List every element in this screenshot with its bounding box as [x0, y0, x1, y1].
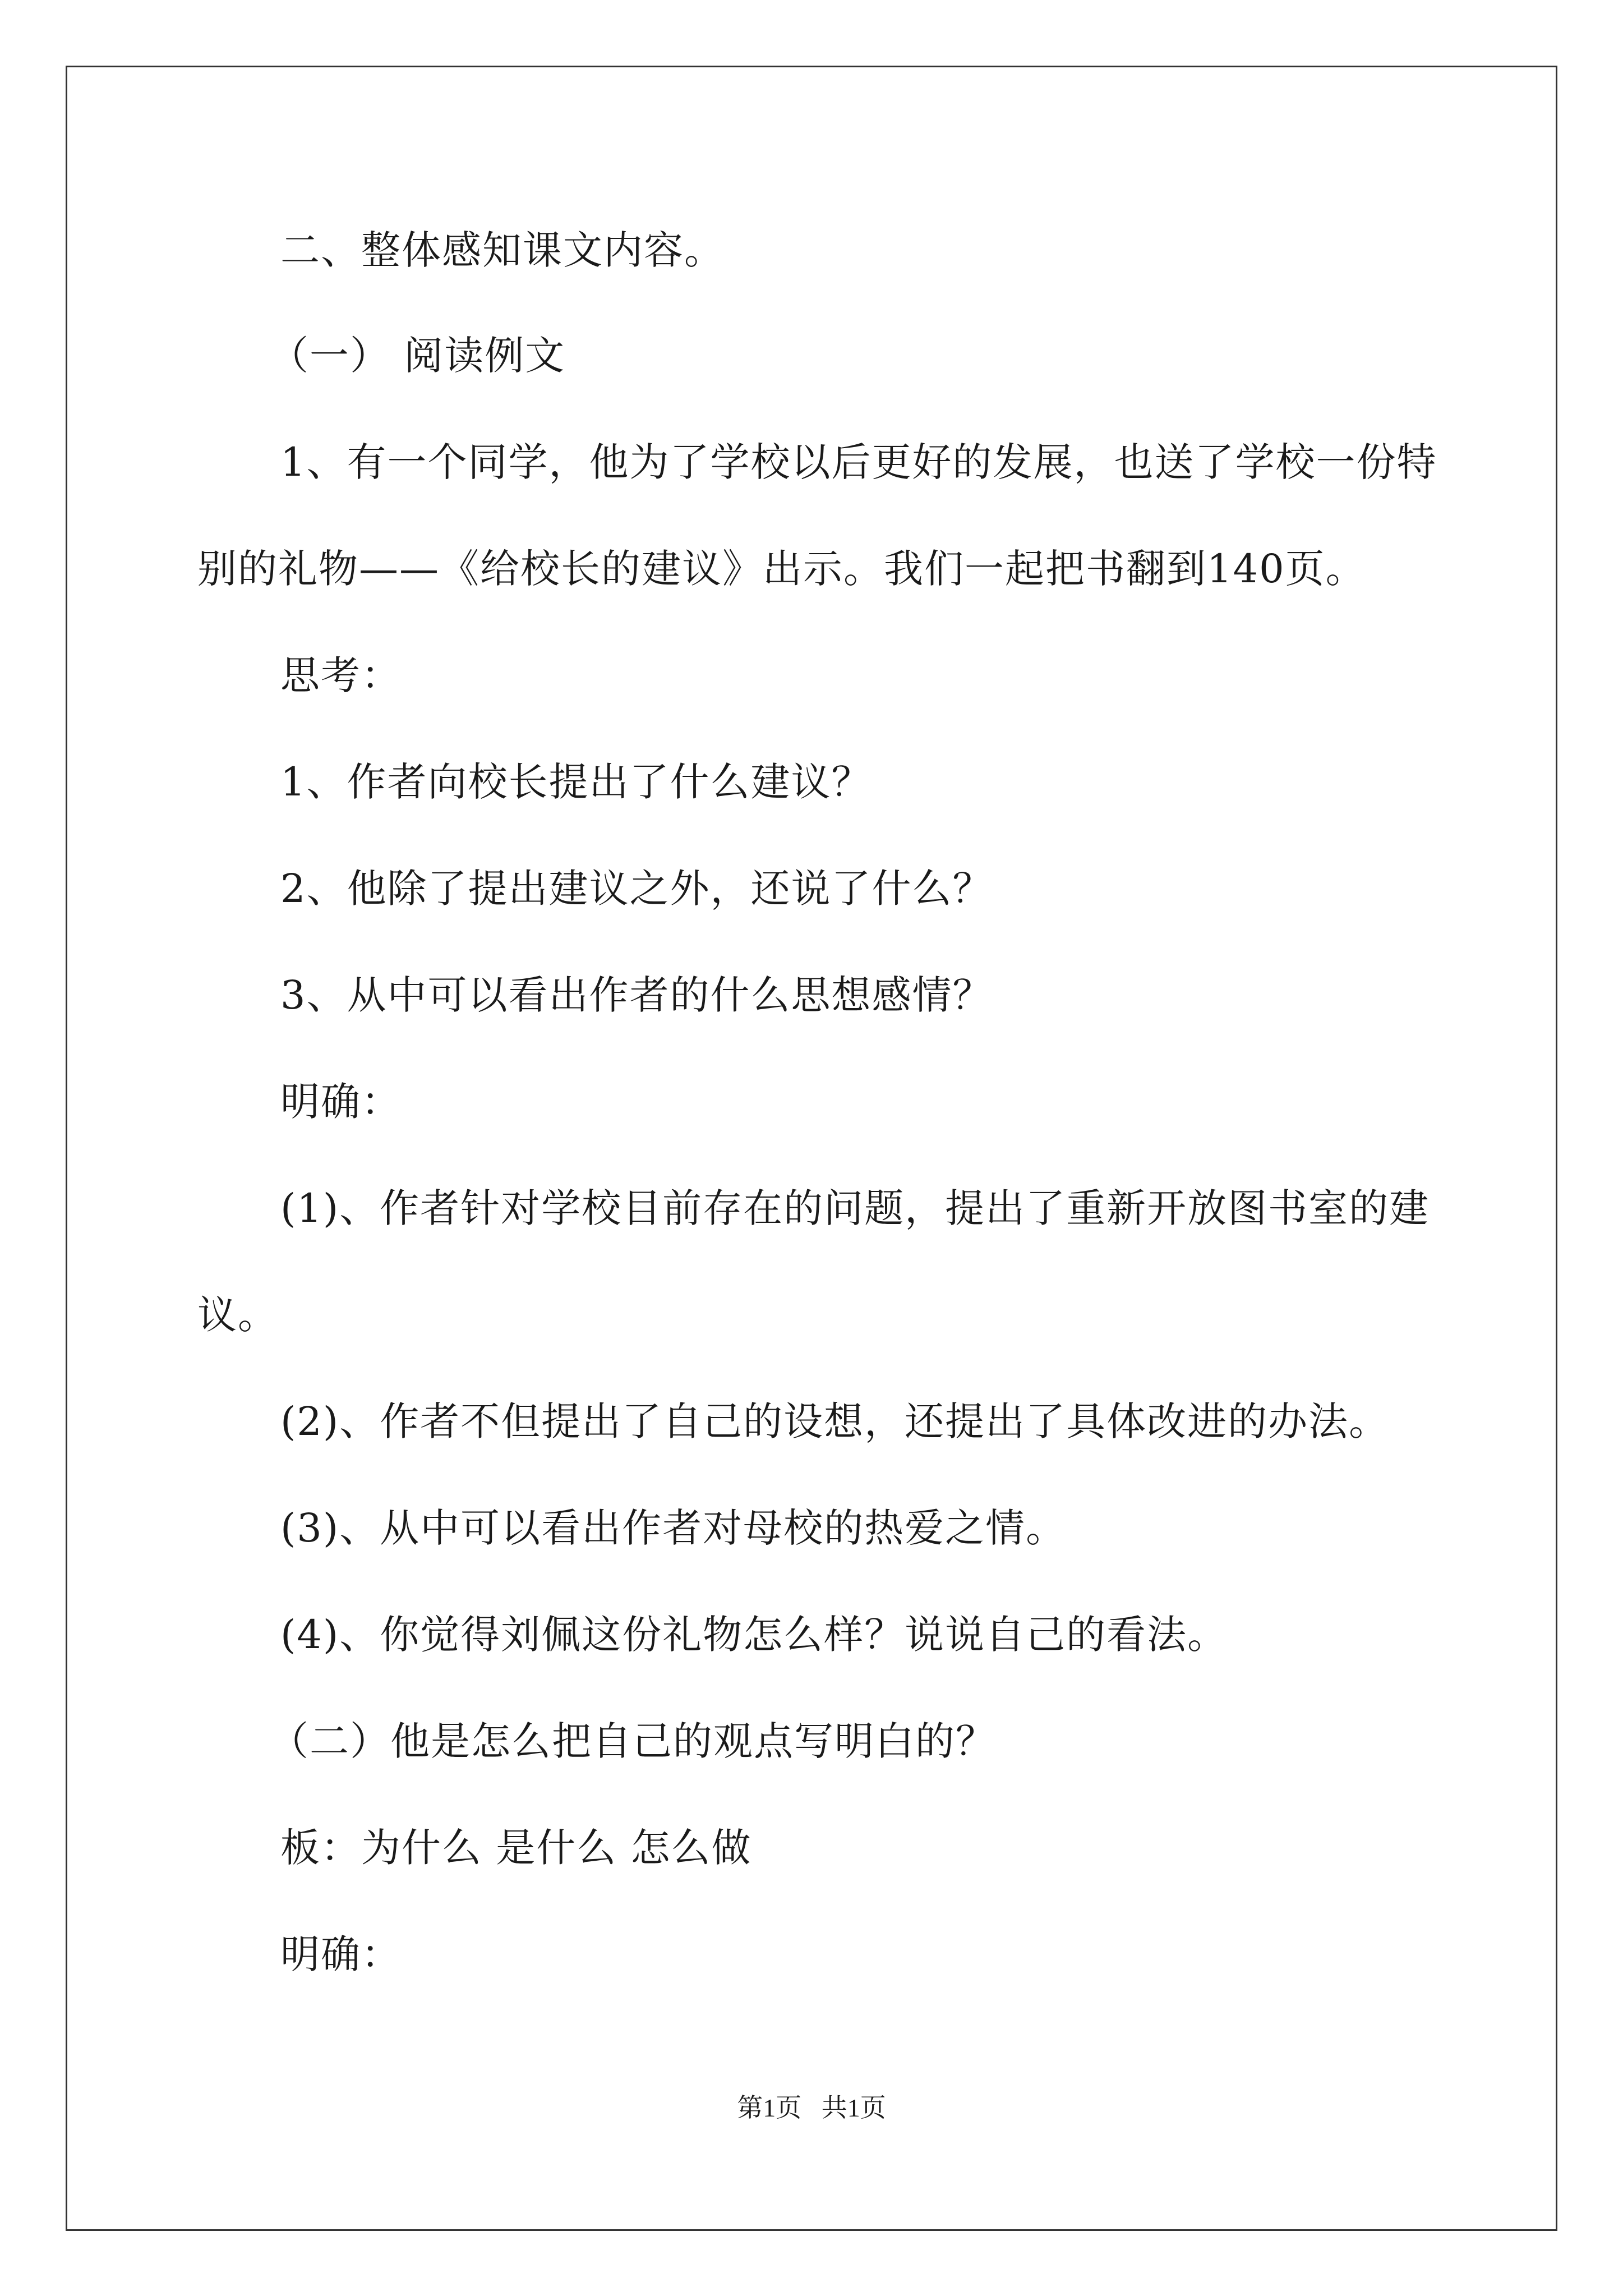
page-total: 共1页: [821, 2093, 886, 2122]
paragraph-line: 思考：: [280, 652, 402, 698]
subsection-heading: （二）他是怎么把自己的观点写明白的？: [269, 1718, 996, 1764]
paragraph-line: 1、有一个同学，他为了学校以后更好的发展，也送了学校一份特: [280, 439, 1437, 485]
section-heading: 二、整体感知课文内容。: [280, 227, 725, 273]
paragraph-line: 明确：: [280, 1931, 402, 1977]
paragraph-line: 别的礼物——《给校长的建议》出示。我们一起把书翻到140页。: [197, 546, 1366, 592]
paragraph-line: 板：为什么 是什么 怎么做: [280, 1825, 752, 1871]
answer-item: (1)、作者针对学校目前存在的问题，提出了重新开放图书室的建: [280, 1185, 1430, 1231]
paragraph-line: 议。: [197, 1292, 278, 1338]
answer-item: (2)、作者不但提出了自己的设想，还提出了具体改进的办法。: [280, 1398, 1390, 1444]
question-item: 2、他除了提出建议之外，还说了什么？: [280, 866, 993, 912]
question-item: 1、作者向校长提出了什么建议？: [280, 759, 872, 805]
subsection-heading: （一） 阅读例文: [269, 333, 566, 379]
answer-item: (4)、你觉得刘佩这份礼物怎么样？说说自己的看法。: [280, 1612, 1228, 1658]
answer-item: (3)、从中可以看出作者对母校的热爱之情。: [280, 1505, 1067, 1551]
paragraph-line: 明确：: [280, 1079, 402, 1125]
page-number: 第1页: [737, 2093, 802, 2122]
question-item: 3、从中可以看出作者的什么思想感情？: [280, 972, 993, 1018]
page-footer: [0, 2091, 1623, 2125]
